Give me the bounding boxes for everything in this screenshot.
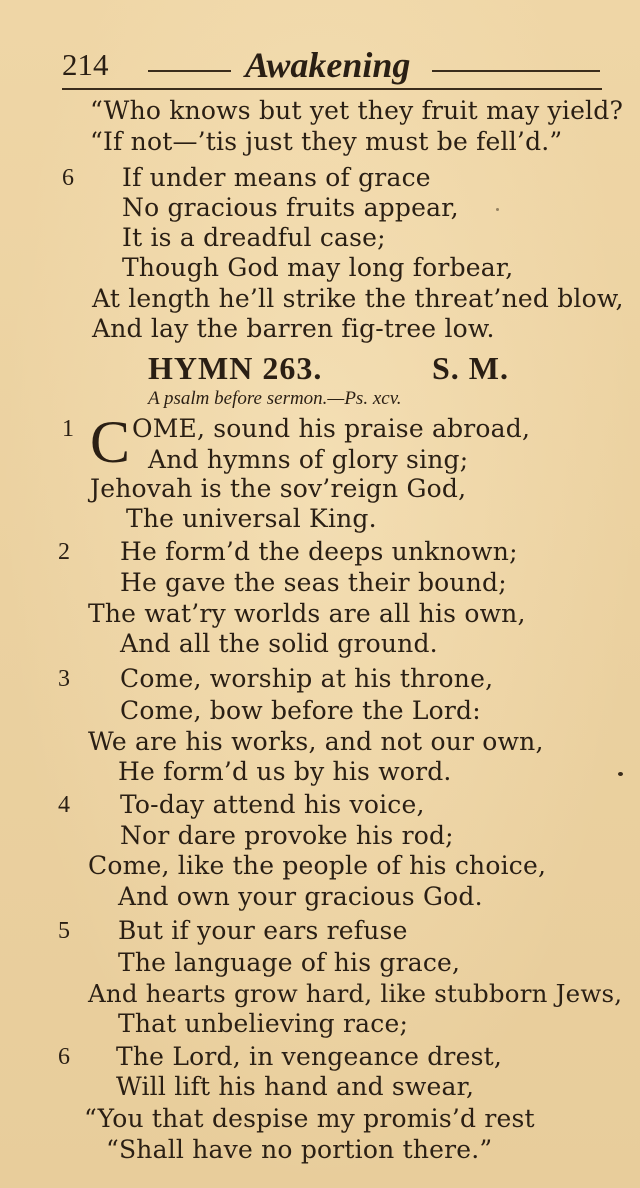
running-title: Awakening <box>245 45 411 85</box>
stanza-number-3: 3 <box>58 666 70 692</box>
stanza-5-line-2: The language of his grace, <box>118 948 461 977</box>
stanza-6-line-2: Will lift his hand and swear, <box>116 1072 475 1101</box>
stanza-2-line-1: He form’d the deeps unknown; <box>120 537 518 566</box>
stanza-4-line-3: Come, like the people of his choice, <box>88 851 547 880</box>
stanza-1-line-2: And hymns of glory sing; <box>148 445 469 474</box>
stanza-5-line-4: That unbelieving race; <box>118 1009 409 1038</box>
stanza-2-line-2: He gave the seas their bound; <box>120 568 507 597</box>
stanza-number-6: 6 <box>58 1044 70 1070</box>
continuation-line-1: “Who knows but yet they fruit may yield? <box>90 96 624 125</box>
page-number: 214 <box>62 47 109 82</box>
stanza-1-line-1: OME, sound his praise abroad, <box>132 414 531 443</box>
stanza-2-line-3: The wat’ry worlds are all his own, <box>88 599 526 628</box>
stanza-6-line-1: The Lord, in vengeance drest, <box>116 1042 503 1071</box>
prev-stanza-line-3: It is a dreadful case; <box>122 223 386 252</box>
stanza-number-1: 1 <box>62 416 74 442</box>
stanza-3-line-3: We are his works, and not our own, <box>88 727 544 756</box>
continuation-line-2: “If not—’tis just they must be fell’d.” <box>90 127 563 156</box>
prev-stanza-line-4: Though God may long forbear, <box>122 253 514 282</box>
header-underline <box>62 88 602 90</box>
header-rule-left <box>148 70 231 72</box>
stanza-6-line-4: “Shall have no portion there.” <box>106 1135 493 1164</box>
stanza-3-line-2: Come, bow before the Lord: <box>120 696 481 725</box>
hymn-meter: S. M. <box>432 350 509 386</box>
stanza-4-line-1: To-day attend his voice, <box>120 790 425 819</box>
stanza-3-line-4: He form’d us by his word. <box>118 757 452 786</box>
prev-stanza-line-6: And lay the barren fig-tree low. <box>92 314 495 343</box>
stanza-4-line-4: And own your gracious God. <box>118 882 483 911</box>
prev-stanza-number: 6 <box>62 165 74 191</box>
stanza-2-line-4: And all the solid ground. <box>120 629 438 658</box>
stanza-3-line-1: Come, worship at his throne, <box>120 664 494 693</box>
stanza-1-line-4: The universal King. <box>126 504 377 533</box>
drop-cap: C <box>90 409 131 475</box>
stanza-6-line-3: “You that despise my promis’d rest <box>84 1104 535 1133</box>
stanza-1-line-3: Jehovah is the sov’reign God, <box>90 474 467 503</box>
stanza-number-5: 5 <box>58 918 70 944</box>
stanza-number-2: 2 <box>58 539 70 565</box>
prev-stanza-line-1: If under means of grace <box>122 163 431 192</box>
stanza-4-line-2: Nor dare provoke his rod; <box>120 821 454 850</box>
stanza-number-4: 4 <box>58 792 70 818</box>
stanza-5-line-3: And hearts grow hard, like stubborn Jews, <box>88 979 623 1008</box>
prev-stanza-line-5: At length he’ll strike the threat’ned blow, <box>92 284 624 313</box>
header-rule-right <box>432 70 600 72</box>
paper-speck <box>496 208 499 211</box>
hymn-title: HYMN 263. <box>148 350 323 386</box>
stanza-5-line-1: But if your ears refuse <box>118 916 408 945</box>
hymn-subtitle: A psalm before sermon.—Ps. xcv. <box>148 388 402 409</box>
prev-stanza-line-2: No gracious fruits appear, <box>122 193 459 222</box>
paper-speck <box>618 772 623 776</box>
